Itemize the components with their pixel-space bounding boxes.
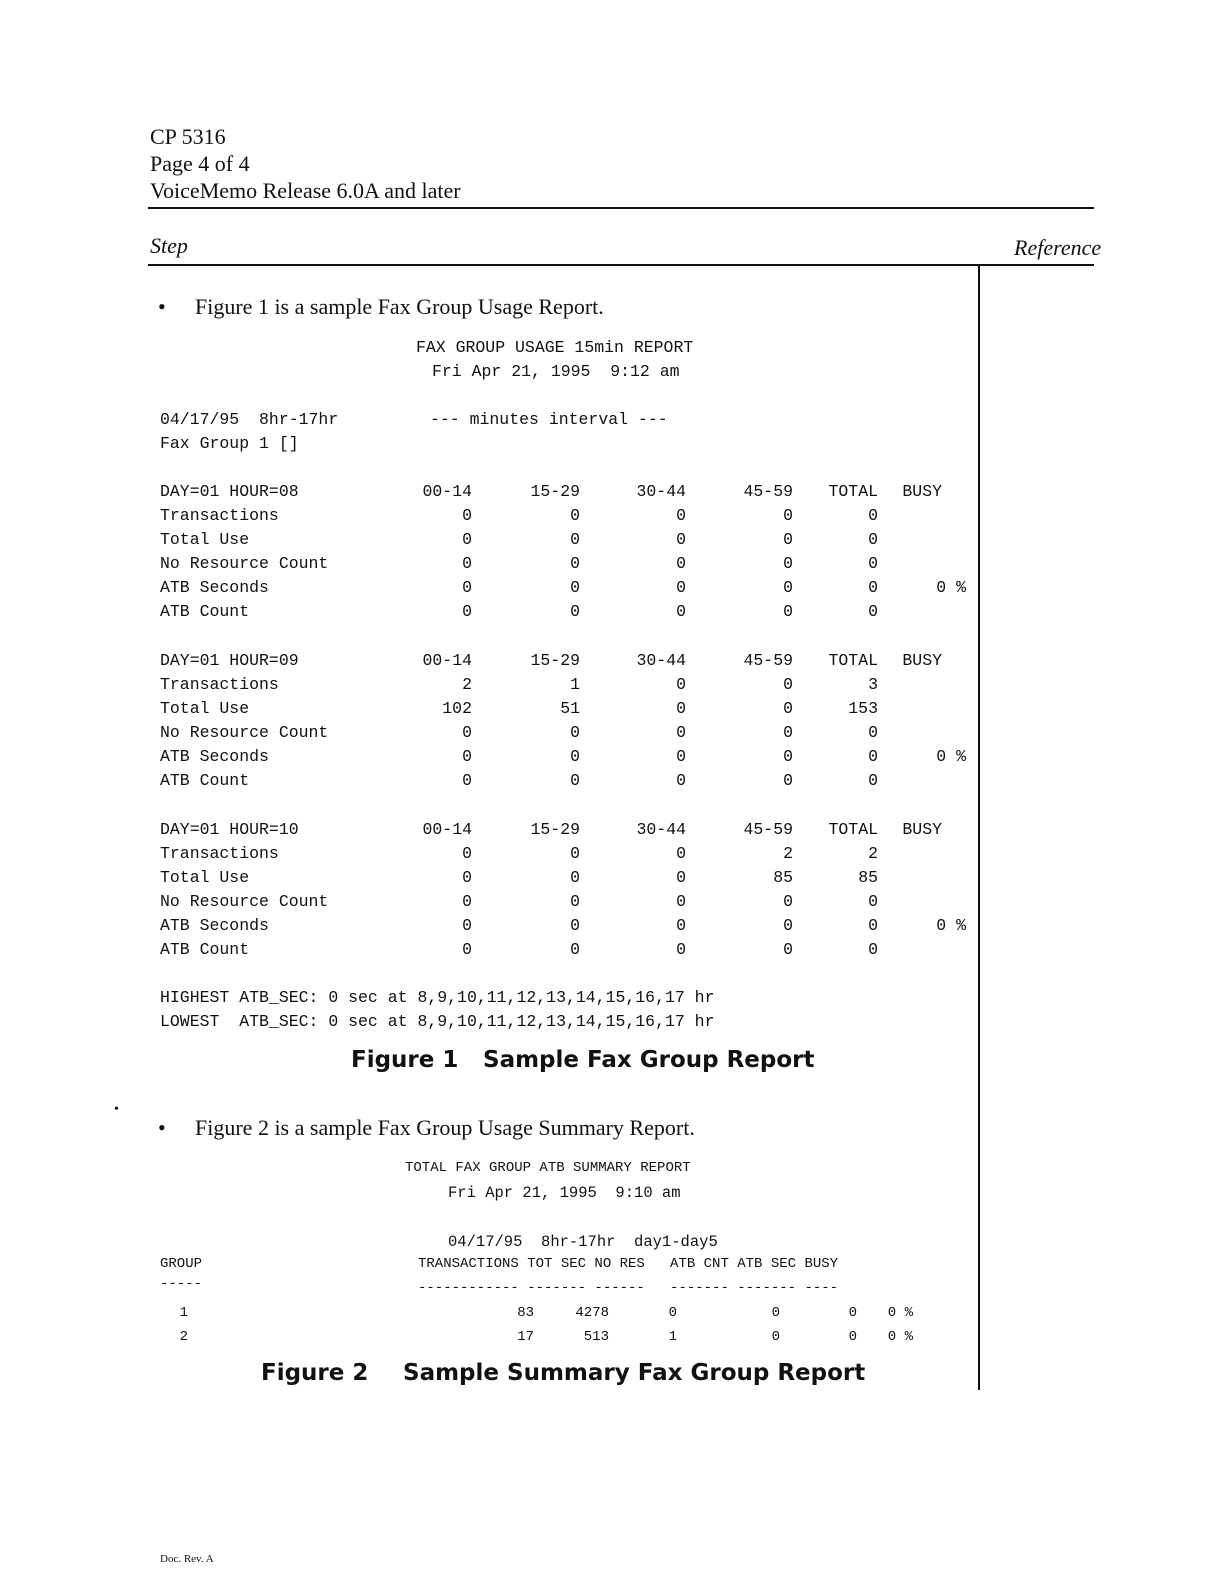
report2-date: Fri Apr 21, 1995 9:10 am — [448, 1184, 681, 1202]
report2-title: TOTAL FAX GROUP ATB SUMMARY REPORT — [405, 1160, 691, 1176]
summary-cell: 0 % — [887, 1305, 913, 1321]
step-rule — [148, 264, 1094, 266]
figure2-number: Figure 2 — [261, 1360, 369, 1386]
report1-lowest: LOWEST ATB_SEC: 0 sec at 8,9,10,11,12,13,14,15,16,17 hr — [160, 1012, 715, 1031]
table-cell: 0 — [462, 940, 472, 959]
table-cell: 2 — [783, 844, 793, 863]
table-cell: 0 — [570, 771, 580, 790]
table-cell: 0 — [676, 723, 686, 742]
table-cell: 0 — [868, 892, 878, 911]
summary-group-id: 1 — [179, 1305, 188, 1321]
table-cell: 0 — [570, 530, 580, 549]
column-header: TOTAL — [828, 651, 878, 670]
table-cell: 0 — [570, 554, 580, 573]
table-cell: 0 — [676, 699, 686, 718]
table-cell: 0 — [462, 916, 472, 935]
table-cell: 0 — [868, 916, 878, 935]
summary-group-id: 2 — [179, 1329, 188, 1345]
table-cell: 0 — [783, 771, 793, 790]
table-cell: 0 — [462, 747, 472, 766]
table-cell: 0 — [783, 578, 793, 597]
figure1-number: Figure 1 — [351, 1047, 459, 1073]
table-cell: 0 — [570, 868, 580, 887]
table-cell: 0 — [783, 554, 793, 573]
column-header: 00-14 — [422, 482, 472, 501]
table-cell: 0 — [783, 675, 793, 694]
table-cell: 0 — [783, 699, 793, 718]
report2-group-header: GROUP — [160, 1256, 203, 1272]
table-cell: 102 — [442, 699, 472, 718]
summary-cell: 17 — [517, 1329, 534, 1345]
table-cell: 0 — [783, 530, 793, 549]
row-label: No Resource Count — [160, 892, 329, 911]
table-cell: 0 — [676, 940, 686, 959]
table-cell: 0 — [676, 602, 686, 621]
column-header: TOTAL — [828, 482, 878, 501]
table-cell: 0 — [462, 771, 472, 790]
column-header: 15-29 — [530, 482, 580, 501]
table-cell: 0 — [462, 554, 472, 573]
figure2-caption: Sample Summary Fax Group Report — [403, 1360, 866, 1386]
table-cell: 0 — [868, 578, 878, 597]
table-cell: 0 — [676, 578, 686, 597]
summary-cell: 1 — [668, 1329, 677, 1345]
table-cell: 0 — [783, 506, 793, 525]
table-cell: 0 — [462, 602, 472, 621]
report1-group: Fax Group 1 [] — [160, 434, 299, 453]
table-cell: 0 — [868, 554, 878, 573]
table-cell: 0 % — [936, 916, 966, 935]
report1-interval: --- minutes interval --- — [430, 410, 668, 429]
summary-cell: 0 — [848, 1329, 857, 1345]
report2-group-dash: ----- — [160, 1276, 203, 1292]
table-cell: 0 — [570, 723, 580, 742]
row-label: ATB Seconds — [160, 578, 269, 597]
table-cell: 0 — [462, 578, 472, 597]
column-header: 45-59 — [743, 651, 793, 670]
table-cell: 0 — [570, 506, 580, 525]
table-cell: 2 — [868, 844, 878, 863]
column-header: 15-29 — [530, 651, 580, 670]
column-header: 45-59 — [743, 482, 793, 501]
table-cell: 0 — [570, 602, 580, 621]
table-cell: 0 — [462, 506, 472, 525]
column-header: 30-44 — [636, 651, 686, 670]
report1-title: FAX GROUP USAGE 15min REPORT — [416, 338, 694, 357]
column-header: 15-29 — [530, 820, 580, 839]
summary-cell: 0 % — [887, 1329, 913, 1345]
table-cell: 0 — [676, 554, 686, 573]
column-header: BUSY — [902, 482, 942, 501]
row-label: ATB Count — [160, 602, 250, 621]
column-header: 30-44 — [636, 482, 686, 501]
row-label: No Resource Count — [160, 723, 329, 742]
table-cell: 0 — [868, 530, 878, 549]
table-cell: 0 — [462, 530, 472, 549]
table-cell: 0 — [676, 771, 686, 790]
bullet-dot-1: • — [158, 294, 166, 319]
column-header: 30-44 — [636, 820, 686, 839]
row-label: Transactions — [160, 506, 279, 525]
table-cell: 0 — [868, 506, 878, 525]
table-cell: 153 — [848, 699, 878, 718]
figure1-caption: Sample Fax Group Report — [483, 1047, 815, 1073]
table-cell: 3 — [868, 675, 878, 694]
report2-column-dash: ------------ ------- ------ ------- ------- ---- — [418, 1280, 839, 1296]
row-label: ATB Seconds — [160, 747, 269, 766]
summary-cell: 0 — [771, 1305, 780, 1321]
report1-range: 04/17/95 8hr-17hr — [160, 410, 339, 429]
table-cell: 85 — [773, 868, 793, 887]
header-rule — [148, 207, 1094, 209]
row-label: Transactions — [160, 675, 279, 694]
table-cell: 0 — [462, 723, 472, 742]
block-heading: DAY=01 HOUR=09 — [160, 651, 299, 670]
column-header: 00-14 — [422, 651, 472, 670]
report1-highest: HIGHEST ATB_SEC: 0 sec at 8,9,10,11,12,13,14,15,16,17 hr — [160, 988, 715, 1007]
margin-mark: • — [114, 1102, 119, 1117]
table-cell: 0 — [676, 844, 686, 863]
row-label: Total Use — [160, 530, 250, 549]
footer-doc-rev: Doc. Rev. A — [160, 1553, 214, 1565]
summary-cell: 513 — [583, 1329, 609, 1345]
release-line: VoiceMemo Release 6.0A and later — [150, 178, 461, 203]
table-cell: 0 — [783, 747, 793, 766]
column-header: BUSY — [902, 651, 942, 670]
summary-cell: 0 — [668, 1305, 677, 1321]
row-label: No Resource Count — [160, 554, 329, 573]
row-label: Total Use — [160, 699, 250, 718]
bullet-text-2: Figure 2 is a sample Fax Group Usage Summary Report. — [195, 1115, 695, 1140]
summary-cell: 0 — [771, 1329, 780, 1345]
table-cell: 0 % — [936, 578, 966, 597]
row-label: ATB Count — [160, 940, 250, 959]
table-cell: 0 — [462, 844, 472, 863]
table-cell: 0 — [676, 892, 686, 911]
table-cell: 51 — [560, 699, 580, 718]
table-cell: 0 — [783, 602, 793, 621]
table-cell: 0 — [868, 940, 878, 959]
table-cell: 0 — [570, 747, 580, 766]
table-cell: 0 — [570, 916, 580, 935]
row-label: Total Use — [160, 868, 250, 887]
table-cell: 1 — [570, 675, 580, 694]
table-cell: 0 — [783, 916, 793, 935]
table-cell: 0 — [570, 892, 580, 911]
block-heading: DAY=01 HOUR=10 — [160, 820, 299, 839]
doc-id: CP 5316 — [150, 124, 226, 149]
table-cell: 0 — [570, 940, 580, 959]
table-cell: 0 % — [936, 747, 966, 766]
table-cell: 0 — [868, 723, 878, 742]
column-header: 00-14 — [422, 820, 472, 839]
table-cell: 2 — [462, 675, 472, 694]
table-cell: 0 — [462, 868, 472, 887]
table-cell: 0 — [783, 940, 793, 959]
table-cell: 0 — [676, 506, 686, 525]
bullet-dot-2: • — [158, 1115, 166, 1140]
table-cell: 0 — [676, 916, 686, 935]
table-cell: 0 — [462, 892, 472, 911]
reference-column-rule — [978, 266, 980, 1390]
table-cell: 0 — [676, 675, 686, 694]
table-cell: 0 — [783, 723, 793, 742]
table-cell: 0 — [868, 771, 878, 790]
summary-cell: 4278 — [575, 1305, 609, 1321]
row-label: ATB Count — [160, 771, 250, 790]
table-cell: 0 — [570, 844, 580, 863]
table-cell: 0 — [783, 892, 793, 911]
row-label: Transactions — [160, 844, 279, 863]
column-header: TOTAL — [828, 820, 878, 839]
column-header: 45-59 — [743, 820, 793, 839]
page-number: Page 4 of 4 — [150, 151, 250, 176]
table-cell: 85 — [858, 868, 878, 887]
block-heading: DAY=01 HOUR=08 — [160, 482, 299, 501]
table-cell: 0 — [676, 868, 686, 887]
table-cell: 0 — [868, 602, 878, 621]
column-header: BUSY — [902, 820, 942, 839]
row-label: ATB Seconds — [160, 916, 269, 935]
table-cell: 0 — [676, 747, 686, 766]
reference-label: Reference — [1014, 235, 1102, 260]
bullet-text-1: Figure 1 is a sample Fax Group Usage Report. — [195, 294, 604, 319]
report2-range: 04/17/95 8hr-17hr day1-day5 — [448, 1233, 718, 1251]
summary-cell: 0 — [848, 1305, 857, 1321]
step-label: Step — [150, 233, 188, 258]
report1-date: Fri Apr 21, 1995 9:12 am — [432, 362, 680, 381]
table-cell: 0 — [868, 747, 878, 766]
table-cell: 0 — [676, 530, 686, 549]
summary-cell: 83 — [517, 1305, 534, 1321]
report2-column-header: TRANSACTIONS TOT SEC NO RES ATB CNT ATB SEC BUSY — [418, 1256, 839, 1272]
table-cell: 0 — [570, 578, 580, 597]
